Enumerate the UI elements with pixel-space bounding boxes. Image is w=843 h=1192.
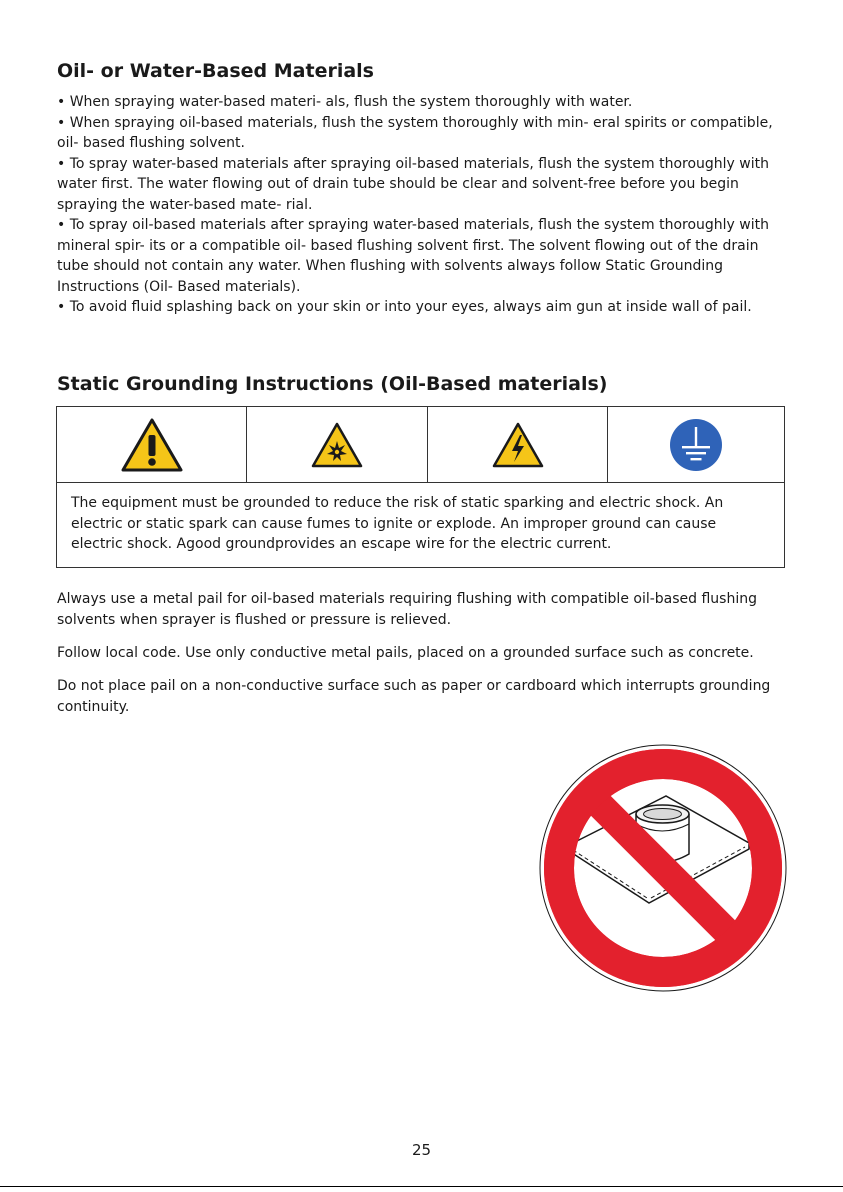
- explosion-icon-cell: [247, 407, 428, 482]
- bullet-item: • To spray water-based materials after spraying oil-based materials, flush the system thoroughly with water first. The water flowing out of drain tube should be clear and solvent-free before you begin spraying the water-based mate- rial.: [57, 155, 769, 213]
- warning-table: [56, 406, 785, 568]
- bullet-item: • When spraying water-based materi- als, flush the system thoroughly with water.: [57, 94, 633, 110]
- bullet-list: [57, 92, 792, 318]
- electric-shock-icon: [491, 421, 545, 469]
- ground-symbol-icon: [669, 418, 723, 472]
- warning-icon-cell: [57, 407, 247, 482]
- page-number: 25: [411, 1141, 432, 1159]
- section-heading-static-grounding: Static Grounding Instructions (Oil-Based materials): [57, 373, 608, 395]
- ground-icon-cell: [608, 407, 784, 482]
- warning-icon-row: [57, 407, 784, 483]
- warning-text: The equipment must be grounded to reduce the risk of static sparking and electric shock. An electric or static spark can cause fumes to ignite or explode. An improper ground can cause electric shock. Agood groundprovides an escape wire for the electric current.: [71, 495, 724, 552]
- paragraph: Always use a metal pail for oil-based materials requiring flushing with compatible oil-based flushing solvents when sprayer is flushed or pressure is relieved.: [57, 591, 757, 628]
- page-bottom-rule: [0, 1186, 843, 1187]
- bullet-item: • To avoid fluid splashing back on your skin or into your eyes, always aim gun at inside wall of pail.: [57, 299, 752, 315]
- no-nonconductive-surface-icon: [539, 744, 787, 996]
- warning-exclamation-icon: [120, 417, 184, 473]
- section-heading-oil-water: Oil- or Water-Based Materials: [57, 60, 374, 82]
- explosion-hazard-icon: [310, 421, 364, 469]
- paragraph: Follow local code. Use only conductive metal pails, placed on a grounded surface such as concrete.: [57, 645, 754, 661]
- electric-icon-cell: [428, 407, 608, 482]
- bullet-item: • When spraying oil-based materials, flush the system thoroughly with min- eral spirits or compatible, oil- based flushing solvent.: [57, 114, 773, 151]
- bullet-item: • To spray oil-based materials after spraying water-based materials, flush the system thoroughly with mineral spir- its or a compatible oil- based flushing solvent first. The solvent flowing out of the drain tube should not contain any water. When flushing with solvents always follow Static Grounding Instructions (Oil- Based materials).: [57, 217, 769, 295]
- paragraph: Do not place pail on a non-conductive surface such as paper or cardboard which interrupts grounding continuity.: [57, 678, 771, 715]
